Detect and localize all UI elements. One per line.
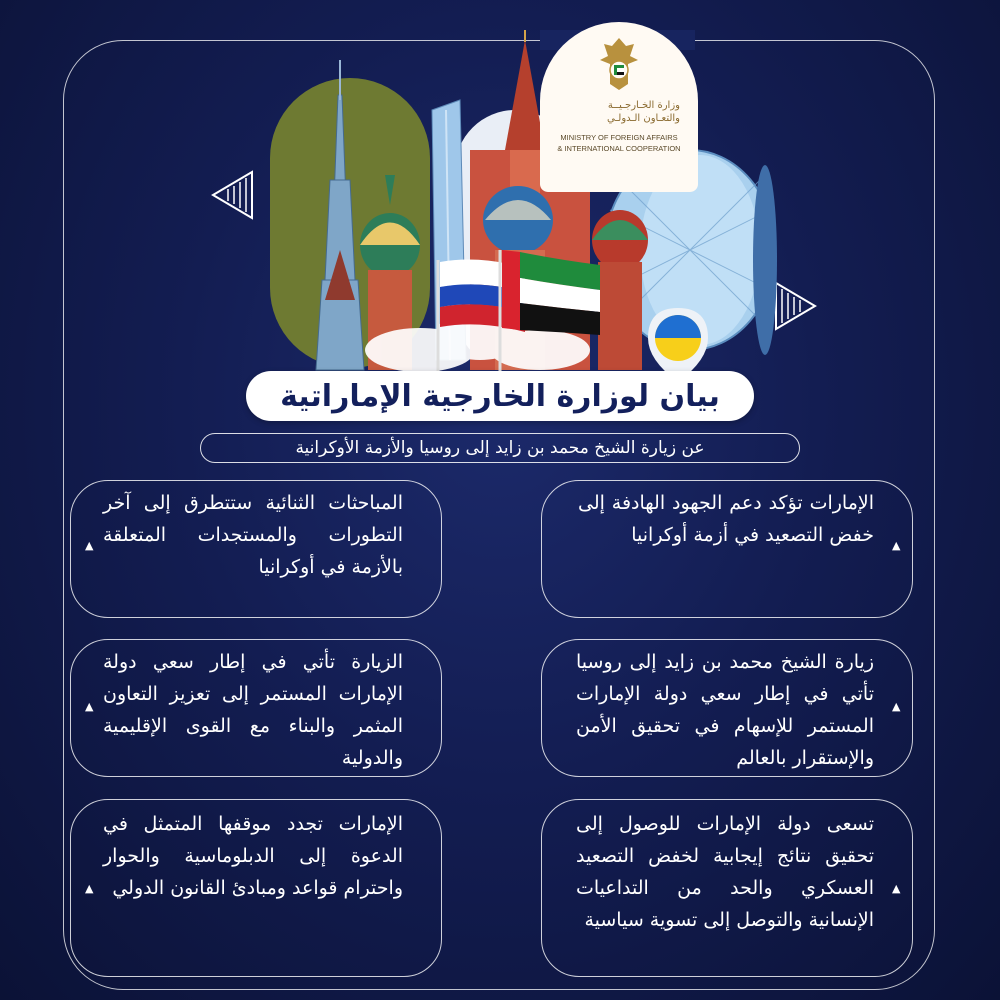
page-subtitle: عن زيارة الشيخ محمد بن زايد إلى روسيا والأزمة الأوكرانية — [295, 438, 705, 458]
logo-arabic-line1: وزارة الخـارجـيــة — [607, 100, 680, 111]
title-pill — [246, 371, 754, 421]
subtitle-pill — [200, 433, 800, 463]
card-right-2 — [541, 639, 913, 777]
bullet-icon: ▲ — [85, 882, 94, 895]
card-right-2-text: زيارة الشيخ محمد بن زايد إلى روسيا تأتي في إطار سعي دولة الإمارات المستمر للإسهام في تحقيق الأمن والإستقرار بالعالم — [576, 651, 874, 769]
card-left-3-text: الإمارات تجدد موقفها المتمثل في الدعوة إلى الدبلوماسية والحوار واحترام قواعد ومبادئ القانون الدولي — [103, 813, 403, 899]
card-left-2-text: الزيارة تأتي في إطار سعي دولة الإمارات المستمر إلى تعزيز التعاون المثمر والبناء مع القوى الإقليمية والدولية — [103, 651, 403, 769]
card-right-3 — [541, 799, 913, 977]
page-title: بيان لوزارة الخارجية الإماراتية — [280, 378, 720, 414]
left-arrow-stripes — [228, 178, 246, 212]
bullet-icon: ▲ — [85, 700, 94, 713]
card-left-1-text: المباحثات الثنائية ستتطرق إلى آخر التطورات والمستجدات المتعلقة بالأزمة في أوكرانيا — [103, 492, 403, 578]
bullet-icon: ▲ — [85, 539, 94, 552]
card-right-3-text: تسعى دولة الإمارات للوصول إلى تحقيق نتائج إيجابية لخفض التصعيد العسكري والحد من التداعيات الإنسانية والتوصل إلى تسوية سياسية — [576, 813, 874, 931]
uae-emblem-icon — [598, 34, 640, 94]
ministry-logo — [540, 22, 698, 192]
card-right-1-text: الإمارات تؤكد دعم الجهود الهادفة إلى خفض التصعيد في أزمة أوكرانيا — [578, 492, 874, 546]
bullet-icon: ▲ — [892, 700, 901, 713]
hero-illustration — [0, 0, 1000, 420]
card-left-1 — [70, 480, 442, 618]
logo-arabic-line2: والتعـاون الـدولـي — [607, 113, 680, 124]
card-left-2 — [70, 639, 442, 777]
logo-english-line1: MINISTRY OF FOREIGN AFFAIRS — [560, 133, 678, 142]
bullet-icon: ▲ — [892, 882, 901, 895]
card-right-1 — [541, 480, 913, 618]
card-left-3 — [70, 799, 442, 977]
bullet-icon: ▲ — [892, 539, 901, 552]
logo-english-line2: & INTERNATIONAL COOPERATION — [557, 144, 681, 153]
